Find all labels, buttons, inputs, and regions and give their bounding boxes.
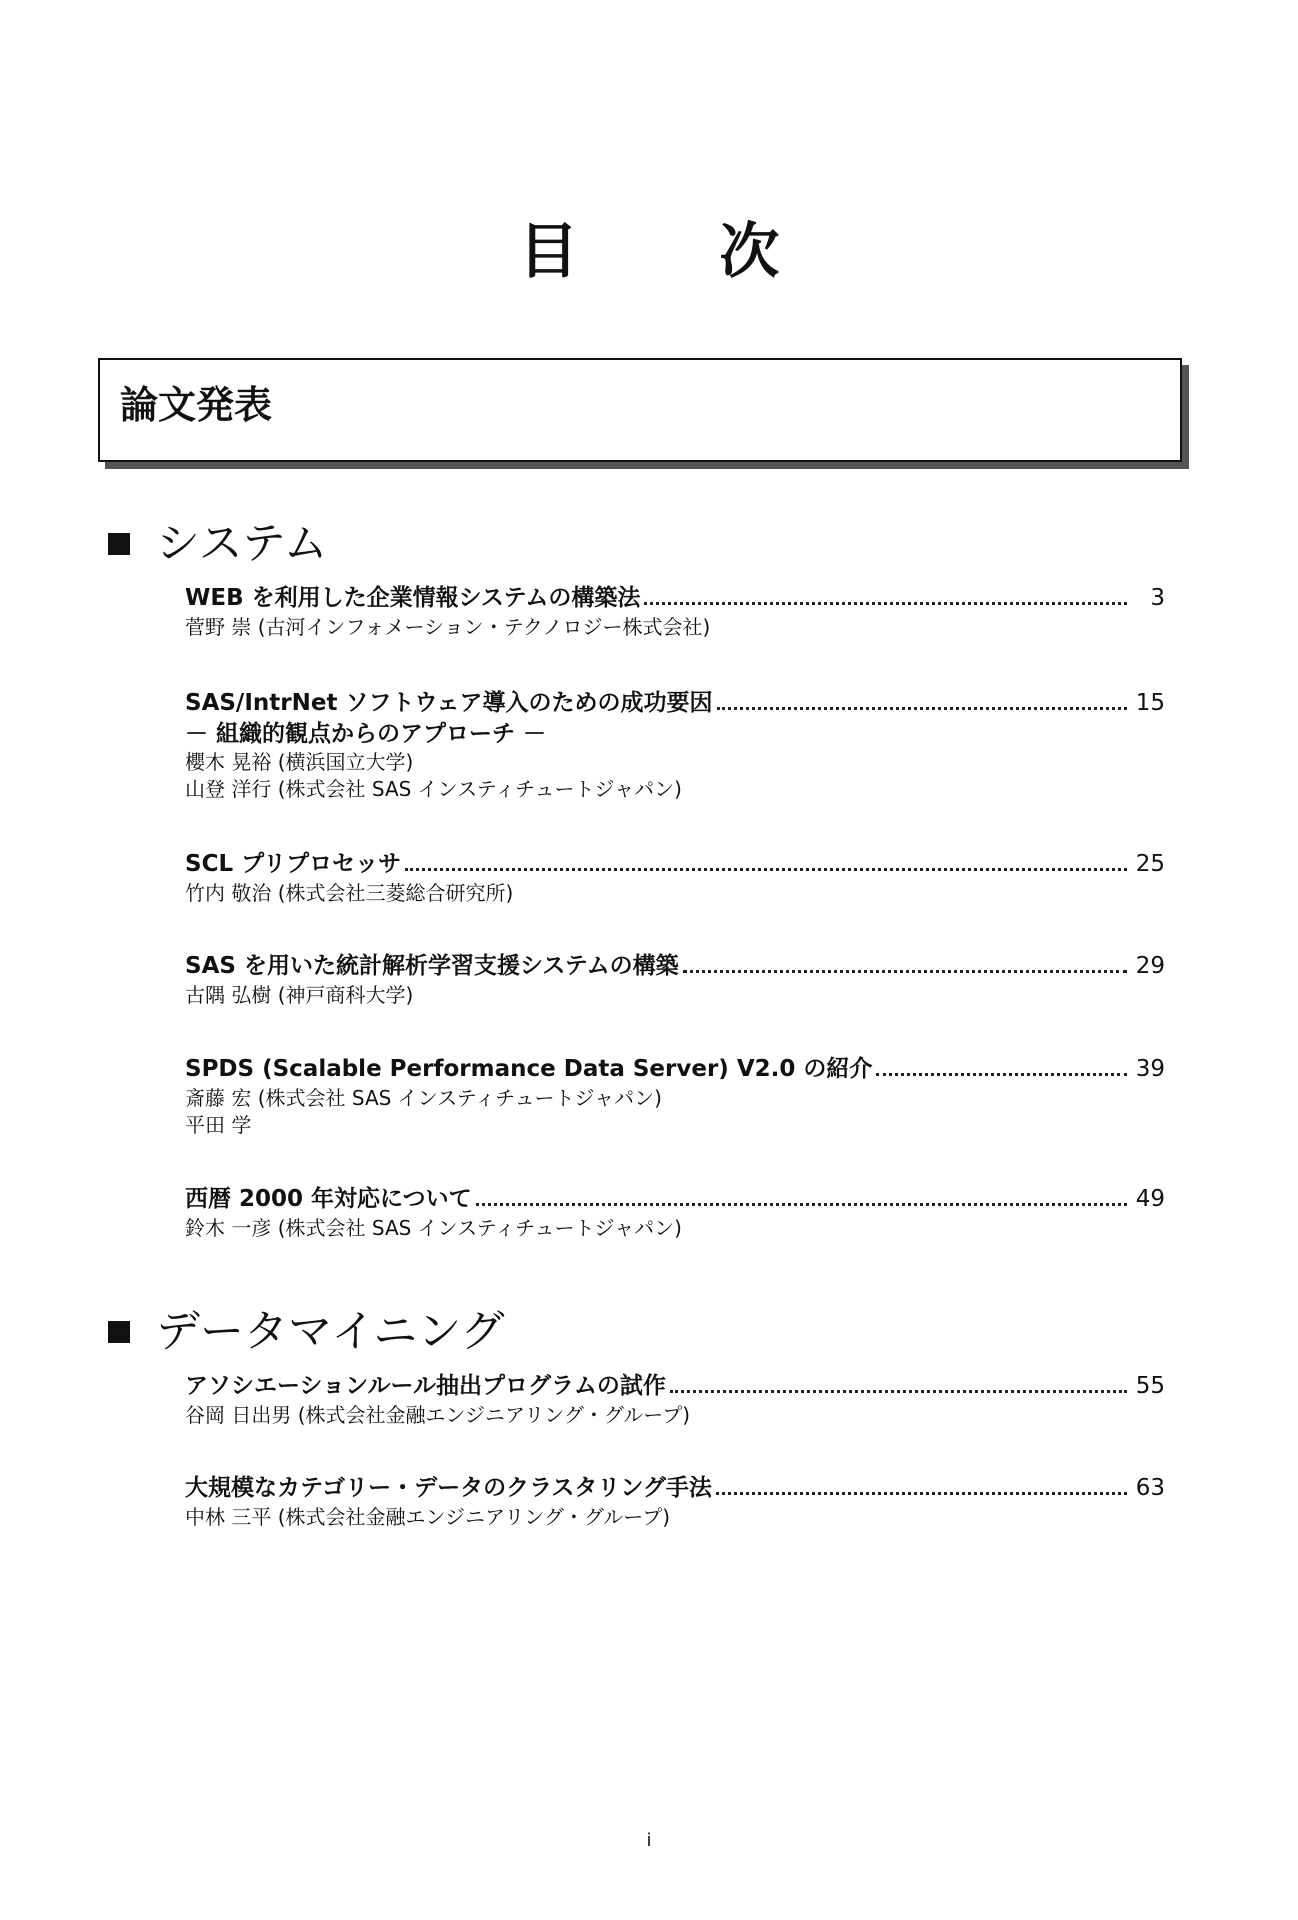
category-label: システム	[156, 518, 328, 569]
entry-title[interactable]: SAS を用いた統計解析学習支援システムの構築	[185, 953, 679, 979]
toc-entry[interactable]	[185, 1370, 1165, 1429]
entry-heading	[185, 1053, 1165, 1085]
entry-author: 菅野 崇 (古河インフォメーション・テクノロジー株式会社)	[185, 615, 711, 639]
entry-title[interactable]: 大規模なカテゴリー・データのクラスタリング手法	[185, 1475, 712, 1501]
entry-author: 古隅 弘樹 (神戸商科大学)	[185, 983, 414, 1007]
entry-heading	[185, 1183, 1165, 1215]
dot-leader	[716, 1492, 1127, 1495]
entry-heading	[185, 687, 1165, 719]
toc-entry[interactable]	[185, 1472, 1165, 1531]
entry-author: 平田 学	[185, 1113, 252, 1137]
toc-entry[interactable]	[185, 687, 1165, 803]
entry-heading	[185, 582, 1165, 614]
entry-heading	[185, 1370, 1165, 1402]
entry-title[interactable]: アソシエーションルール抽出プログラムの試作	[185, 1373, 666, 1399]
entry-author: 櫻木 晃裕 (横浜国立大学)	[185, 750, 414, 774]
toc-entry[interactable]	[185, 1053, 1165, 1139]
entry-page-number[interactable]: 39	[1135, 1056, 1165, 1082]
entry-page-number[interactable]: 3	[1150, 585, 1165, 611]
entry-page-number[interactable]: 49	[1135, 1186, 1165, 1212]
section-header-box	[98, 358, 1182, 462]
entry-heading	[185, 848, 1165, 880]
category-heading-system	[108, 518, 328, 569]
toc-entry[interactable]	[185, 582, 1165, 641]
entry-title[interactable]: 西暦 2000 年対応について	[185, 1186, 472, 1212]
footer-page-number: i	[646, 1830, 652, 1851]
entry-author: 山登 洋行 (株式会社 SAS インスティチュートジャパン)	[185, 777, 682, 801]
category-label: データマイニング	[156, 1306, 505, 1357]
square-bullet-icon	[108, 533, 130, 555]
entry-title[interactable]: SAS/IntrNet ソフトウェア導入のための成功要因	[185, 690, 713, 716]
entry-page-number[interactable]: 29	[1135, 953, 1165, 979]
section-title: 論文発表	[120, 383, 273, 427]
entry-page-number[interactable]: 55	[1135, 1373, 1165, 1399]
category-heading-data-mining	[108, 1306, 505, 1357]
entry-page-number[interactable]: 63	[1135, 1475, 1165, 1501]
dot-leader	[476, 1203, 1127, 1206]
entry-page-number[interactable]: 15	[1135, 690, 1165, 716]
page-title: 目 次	[518, 217, 840, 287]
entry-subtitle: － 組織的観点からのアプローチ －	[185, 721, 547, 747]
dot-leader	[683, 970, 1127, 973]
entry-page-number[interactable]: 25	[1135, 851, 1165, 877]
toc-entry[interactable]	[185, 950, 1165, 1009]
square-bullet-icon	[108, 1321, 130, 1343]
entry-author: 竹内 敬治 (株式会社三菱総合研究所)	[185, 881, 514, 905]
entry-author: 谷岡 日出男 (株式会社金融エンジニアリング・グループ)	[185, 1403, 691, 1427]
dot-leader	[644, 602, 1127, 605]
dot-leader	[717, 707, 1127, 710]
entry-author: 斎藤 宏 (株式会社 SAS インスティチュートジャパン)	[185, 1086, 662, 1110]
toc-entry[interactable]	[185, 848, 1165, 907]
entry-heading	[185, 950, 1165, 982]
entry-title[interactable]: WEB を利用した企業情報システムの構築法	[185, 585, 641, 611]
entry-title[interactable]: SPDS (Scalable Performance Data Server) V2.0 の紹介	[185, 1056, 873, 1082]
entry-title[interactable]: SCL プリプロセッサ	[185, 851, 402, 877]
toc-entry[interactable]	[185, 1183, 1165, 1242]
dot-leader	[405, 868, 1127, 871]
entry-author: 中林 三平 (株式会社金融エンジニアリング・グループ)	[185, 1505, 671, 1529]
dot-leader	[876, 1073, 1127, 1076]
entry-author: 鈴木 一彦 (株式会社 SAS インスティチュートジャパン)	[185, 1216, 682, 1240]
dot-leader	[670, 1390, 1127, 1393]
entry-heading	[185, 1472, 1165, 1504]
